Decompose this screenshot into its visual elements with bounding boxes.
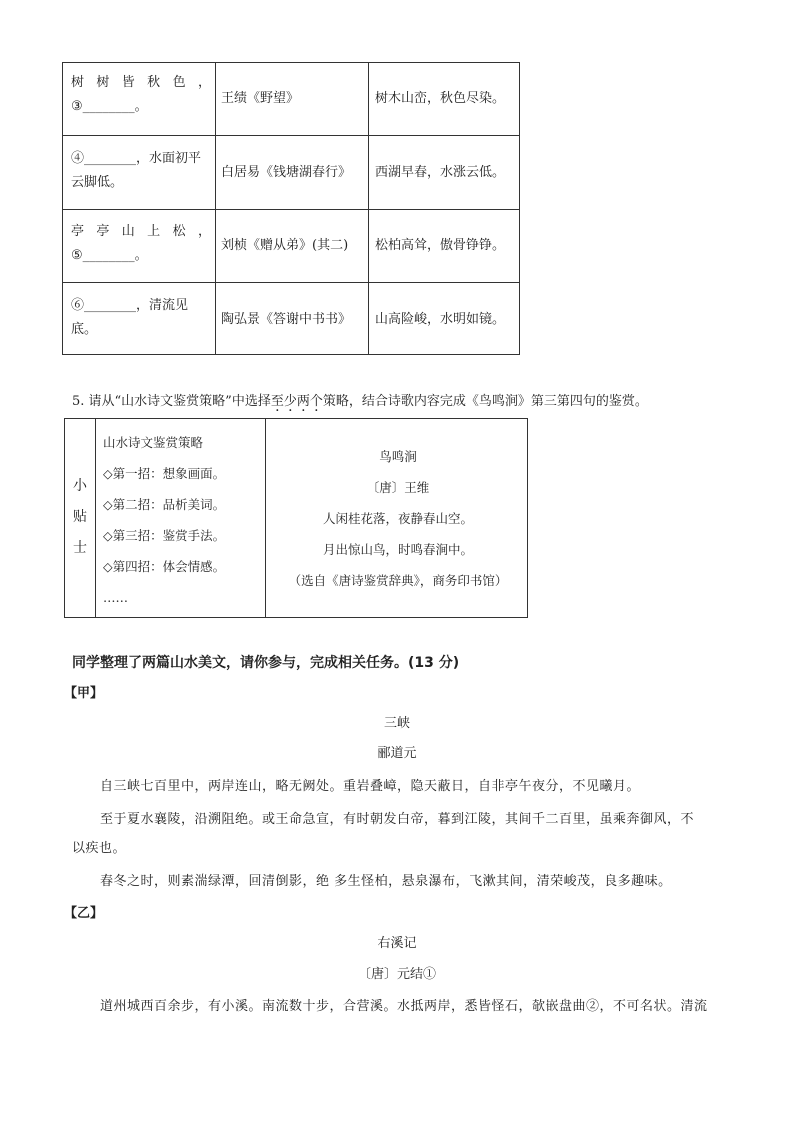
emphasis-char: 个	[309, 394, 323, 409]
paragraph: 以疾也。	[72, 841, 127, 856]
poem-note: 松柏高耸，傲骨铮铮。	[375, 238, 506, 253]
paragraph: 春冬之时，则素湍绿潭，回清倒影，绝 多生怪柏，悬泉瀑布，飞漱其间，清荣峻茂，良多趣味。	[100, 874, 672, 889]
list-item: ◇第三招：鉴赏手法。	[103, 528, 226, 543]
poem-note: 山高险峻，水明如镜。	[375, 312, 506, 327]
jia-tag: 【甲】	[64, 686, 104, 701]
emphasis-char: 至	[270, 394, 284, 409]
poem-line: 月出惊山鸟，时鸣春涧中。	[322, 542, 473, 557]
list-item: ◇第四招：体会情感。	[103, 559, 226, 574]
yi-tag: 【乙】	[64, 906, 104, 921]
poem-note: 西湖早春，水涨云低。	[375, 165, 506, 180]
blank-3: ③________。	[71, 99, 148, 114]
table-row	[71, 147, 211, 195]
paragraph: 自三峡七百里中，两岸连山，略无阙处。重岩叠嶂，隐天蔽日，自非亭午夜分，不见曦月。	[100, 779, 641, 794]
strategy-list	[103, 427, 225, 613]
list-item: ……	[103, 590, 128, 605]
list-item: ◇第一招：想象画面。	[103, 466, 226, 481]
blank-4: ④________，水面初平	[71, 151, 202, 166]
poem-line: 树 树 皆 秋 色 ，	[71, 75, 211, 90]
poem-line: 云脚低。	[71, 175, 124, 190]
section-heading: 同学整理了两篇山水美文，请你参与，完成相关任务。(13 分)	[72, 655, 460, 671]
poem-source: 白居易《钱塘湖春行》	[221, 165, 352, 180]
poem-table	[62, 62, 520, 355]
poem-title: 鸟鸣涧	[379, 449, 417, 464]
paragraph: 道州城西百余步，有小溪。南流数十步，合营溪。水抵两岸，悉皆怪石，欹嵌盘曲②，不可名状。清流	[100, 999, 708, 1014]
emphasis-text	[271, 394, 323, 409]
table-row	[71, 294, 211, 342]
paragraph: 至于夏水襄陵，沿溯阻绝。或王命急宣，有时朝发白帝，暮到江陵，其间千二百里，虽乘奔御风，不	[100, 812, 695, 827]
blank-6: ⑥________，清流见	[71, 298, 189, 313]
question-text: 策略，结合诗歌内容完成《鸟鸣涧》第三第四句的鉴赏。	[322, 394, 648, 409]
emphasis-char: 两	[296, 394, 310, 409]
list-item: ◇第二招：品析美词。	[103, 497, 226, 512]
emphasis-char: 少	[283, 394, 297, 409]
tips-side-label: 小 贴 士	[73, 478, 87, 556]
poem-note: 树木山峦，秋色尽染。	[375, 91, 506, 106]
tips-box	[64, 418, 528, 618]
table-row	[71, 71, 211, 119]
yi-title: 右溪记	[377, 936, 417, 951]
blank-5: ⑤________。	[71, 248, 148, 263]
jia-author: 郦道元	[377, 746, 417, 761]
yi-author: 〔唐〕元结①	[357, 967, 436, 982]
poem-source: 陶弘景《答谢中书书》	[221, 312, 352, 327]
poem-niaomingjian	[268, 441, 528, 596]
question-text: 5. 请从“山水诗文鉴赏策略”中选择	[72, 394, 271, 409]
poem-source: 刘桢《赠从弟》(其二)	[221, 238, 349, 253]
table-row	[71, 220, 211, 268]
poem-source: （选自《唐诗鉴赏辞典》，商务印书馆）	[288, 573, 508, 588]
poem-line: 底。	[71, 322, 98, 337]
jia-title: 三峡	[383, 716, 410, 731]
poem-line: 亭 亭 山 上 松 ，	[71, 224, 211, 239]
poem-author: 〔唐〕王维	[366, 480, 430, 495]
question-5	[72, 390, 648, 409]
poem-line: 人闲桂花落，夜静春山空。	[322, 511, 473, 526]
poem-source: 王绩《野望》	[221, 91, 300, 106]
strategy-title: 山水诗文鉴赏策略	[103, 435, 204, 450]
